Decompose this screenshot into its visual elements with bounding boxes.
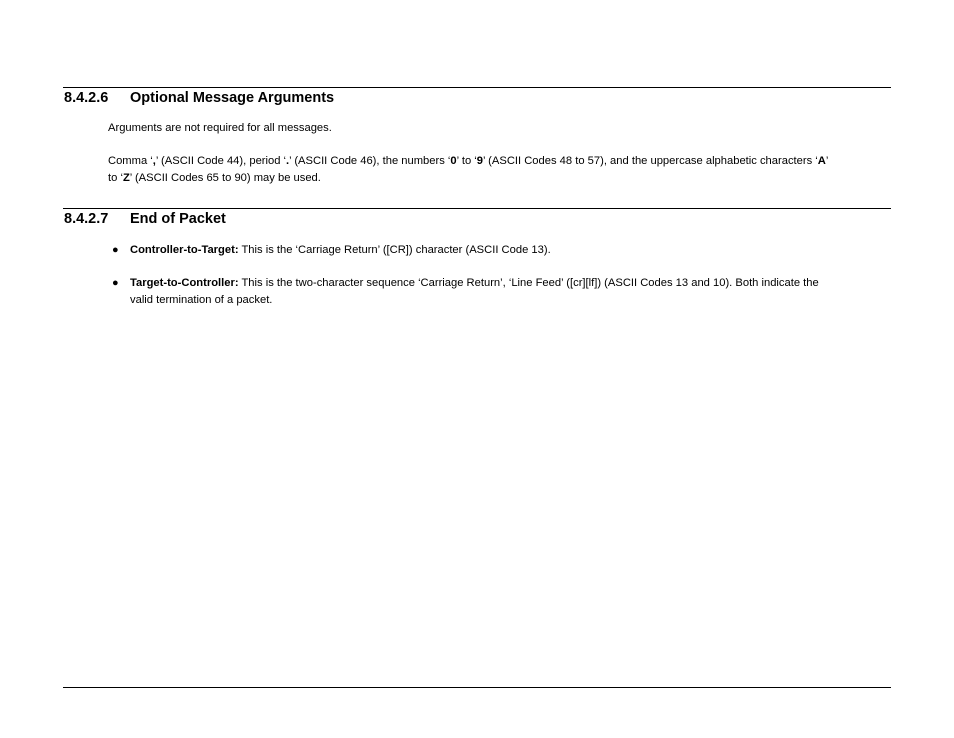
- bullet-target-to-controller: [130, 275, 878, 309]
- text-span: ’: [825, 155, 829, 167]
- bullet-text: This is the ‘Carriage Return’ ([CR]) character (ASCII Code 13).: [238, 244, 551, 256]
- text-span: ’ (ASCII Codes 65 to 90) may be used.: [129, 172, 321, 184]
- bullet-text: valid termination of a packet.: [130, 294, 273, 306]
- section-title: Optional Message Arguments: [130, 90, 335, 106]
- bullet-controller-to-target: [130, 242, 878, 259]
- bold-char: Z: [122, 172, 130, 184]
- bold-char: 0: [450, 155, 457, 167]
- text-span: ’ (ASCII Code 46), the numbers ‘: [289, 155, 451, 167]
- bullet-label: Controller-to-Target:: [130, 244, 239, 256]
- text-span: to ‘: [108, 172, 123, 184]
- bold-char: 9: [476, 155, 483, 167]
- section-rule-top: [63, 87, 891, 88]
- text-span: ’ (ASCII Code 44), period ‘: [155, 155, 287, 167]
- paragraph-allowed-characters: [108, 153, 878, 187]
- section-title: End of Packet: [130, 211, 226, 227]
- bullet-text: This is the two-character sequence ‘Carriage Return’, ‘Line Feed’ ([cr][lf]) (ASCII Codes 13 and 10). Both indicate the: [238, 277, 819, 289]
- text-span: Comma ‘: [108, 155, 153, 167]
- paragraph-text: Arguments are not required for all messages.: [108, 122, 332, 134]
- bold-char: ,: [152, 155, 156, 167]
- text-span: ’ (ASCII Codes 48 to 57), and the uppercase alphabetic characters ‘: [483, 155, 818, 167]
- text-span: ’ to ‘: [456, 155, 477, 167]
- bold-char: A: [817, 155, 826, 167]
- section-rule-middle: [63, 208, 891, 209]
- section-number: 8.4.2.6: [64, 90, 109, 106]
- page-footer-rule: [63, 687, 891, 688]
- bullet-label: Target-to-Controller:: [130, 277, 239, 289]
- section-heading-end-of-packet: [64, 210, 226, 228]
- paragraph-arguments-not-required: [108, 120, 878, 137]
- bold-char: .: [286, 155, 290, 167]
- bullet-icon: ●: [112, 244, 119, 256]
- section-heading-optional-args: [64, 89, 334, 107]
- bullet-icon: ●: [112, 277, 119, 289]
- section-number: 8.4.2.7: [64, 211, 109, 227]
